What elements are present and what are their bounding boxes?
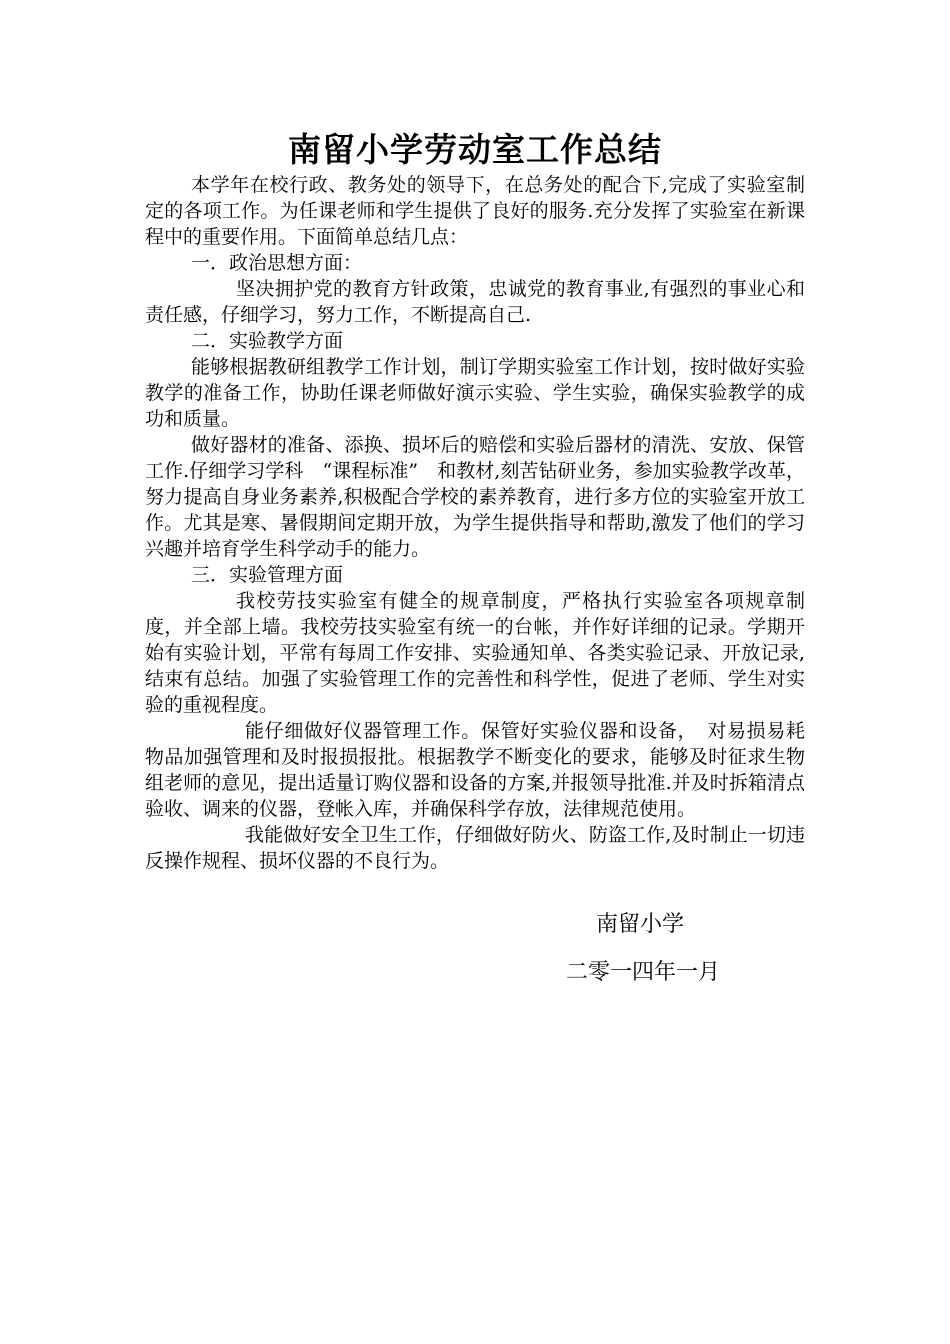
management-paragraph-2: 能仔细做好仪器管理工作。保管好实验仪器和设备， 对易损易耗物品加强管理和及时报损报批。根据教学不断变化的要求，能够及时征求生物组老师的意见，提出适量订购仪器和设备的方案,并报领导批准.并及时拆箱清点验收、调来的仪器，登帐入库，并确保科学存放，法律规范使用。 <box>145 720 805 820</box>
intro-paragraph: 本学年在校行政、教务处的领导下，在总务处的配合下,完成了实验室制定的各项工作。为任课老师和学生提供了良好的服务.充分发挥了实验室在新课程中的重要作用。下面简单总结几点： <box>145 174 805 248</box>
teaching-paragraph-1: 能够根据教研组教学工作计划，制订学期实验室工作计划，按时做好实验教学的准备工作，协助任课老师做好演示实验、学生实验，确保实验教学的成功和质量。 <box>145 356 805 430</box>
safety-paragraph: 我能做好安全卫生工作，仔细做好防火、防盗工作,及时制止一切违反操作规程、损坏仪器的不良行为。 <box>145 824 805 872</box>
management-paragraph-1: 我校劳技实验室有健全的规章制度，严格执行实验室各项规章制度，并全部上墙。我校劳技实验室有统一的台帐，并作好详细的记录。学期开始有实验计划，平常有每周工作安排、实验通知单、各类实验记录、开放记录,结束有总结。加强了实验管理工作的完善性和科学性，促进了老师、学生对实验的重视程度。 <box>145 590 805 716</box>
section-heading-politics: 一．政治思想方面： <box>191 252 363 274</box>
politics-paragraph: 坚决拥护党的教育方针政策，忠诚党的教育事业,有强烈的事业心和责任感，仔细学习，努力工作，不断提高自己. <box>145 278 805 326</box>
signature-date: 二零一四年一月 <box>566 960 721 985</box>
section-heading-management: 三．实验管理方面 <box>191 564 344 586</box>
teaching-paragraph-2: 做好器材的准备、添换、损坏后的赔偿和实验后器材的清洗、安放、保管工作.仔细学习学科 “课程标准” 和教材,刻苦钻研业务，参加实验教学改革，努力提高自身业务素养,积极配合学校的素养教育，进行多方位的实验室开放工作。尤其是寒、暑假期间定期开放，为学生提供指导和帮助,激发了他们的学习兴趣并培育学生科学动手的能力。 <box>145 434 805 560</box>
section-heading-teaching: 二．实验教学方面 <box>191 330 344 352</box>
document-title: 南留小学劳动室工作总结 <box>288 130 662 169</box>
signature-school: 南留小学 <box>596 912 685 937</box>
document-body <box>145 172 805 874</box>
